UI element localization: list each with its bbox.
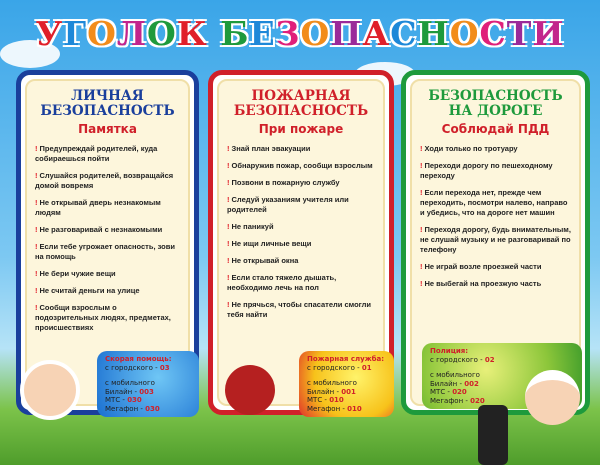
exclamation-icon: ! bbox=[35, 198, 38, 207]
firefighter-boy-illustration bbox=[225, 365, 275, 415]
panel-title-line: ЛИЧНАЯ bbox=[71, 88, 144, 104]
emergency-service-heading: Полиция: bbox=[430, 347, 469, 355]
panel-title bbox=[227, 89, 375, 119]
panel-content bbox=[25, 79, 190, 413]
rule-text: Позвони в пожарную службу bbox=[231, 178, 340, 187]
phone-number: 002 bbox=[464, 379, 479, 388]
panel-title bbox=[35, 89, 180, 119]
rule-item bbox=[227, 256, 375, 266]
panel-title-line: БЕЗОПАСНОСТЬ bbox=[40, 103, 175, 119]
panel-subtitle: При пожаре bbox=[258, 122, 344, 136]
title-letter: З bbox=[275, 14, 301, 53]
exclamation-icon: ! bbox=[227, 222, 230, 231]
rule-item bbox=[35, 286, 180, 296]
label: Билайн - bbox=[307, 387, 342, 396]
rule-text: Переходя дорогу, будь внимательным, не слушай музыку и не разговаривай по телефону bbox=[420, 225, 571, 254]
rule-text: Не считай деньги на улице bbox=[39, 286, 140, 295]
phone-number: 010 bbox=[329, 396, 344, 404]
exclamation-icon: ! bbox=[227, 195, 230, 204]
label: МТС - bbox=[307, 396, 330, 404]
phone-number: 003 bbox=[139, 387, 154, 396]
title-letter: О bbox=[300, 14, 331, 53]
rule-item bbox=[227, 161, 375, 171]
megafon-phone bbox=[307, 405, 386, 414]
rule-text: Не выбегай на проезжую часть bbox=[424, 279, 542, 288]
label: Билайн - bbox=[430, 379, 465, 388]
phone-number: 001 bbox=[341, 387, 356, 396]
rule-item bbox=[227, 273, 375, 293]
rule-item bbox=[420, 225, 571, 255]
rule-text: Не прячься, чтобы спасатели смогли тебя найти bbox=[227, 300, 371, 319]
rule-item bbox=[420, 279, 571, 289]
rule-text: Не играй возле проезжей части bbox=[424, 262, 542, 271]
title-letter: Л bbox=[116, 14, 148, 53]
label: МТС - bbox=[105, 396, 128, 404]
emergency-service-heading: Скорая помощь: bbox=[105, 355, 172, 363]
panel-title bbox=[420, 89, 571, 119]
phone-number: 020 bbox=[452, 388, 467, 396]
exclamation-icon: ! bbox=[227, 300, 230, 309]
rule-item bbox=[35, 242, 180, 262]
exclamation-icon: ! bbox=[420, 279, 423, 288]
label: с городского - bbox=[307, 363, 362, 372]
rule-text: Слушайся родителей, возвращайся домой вовремя bbox=[35, 171, 174, 190]
title-letter: Н bbox=[417, 14, 450, 53]
exclamation-icon: ! bbox=[227, 144, 230, 153]
exclamation-icon: ! bbox=[227, 256, 230, 265]
rule-item bbox=[227, 178, 375, 188]
phone-number: 010 bbox=[347, 404, 362, 413]
rule-text: Переходи дорогу по пешеходному переходу bbox=[420, 161, 553, 180]
rule-text: Следуй указаниям учителя или родителей bbox=[227, 195, 349, 214]
mobile-label: с мобильного bbox=[307, 379, 357, 387]
traffic-light-illustration bbox=[478, 405, 508, 465]
phone-number: 030 bbox=[127, 396, 142, 404]
label: Мегафон - bbox=[430, 396, 471, 405]
rule-item bbox=[420, 161, 571, 181]
title-letter: О bbox=[147, 14, 177, 53]
panel-title-line: БЕЗОПАСНОСТЬ bbox=[233, 103, 369, 119]
policeman-boy-illustration bbox=[525, 370, 580, 425]
rule-item bbox=[35, 198, 180, 218]
title-letter: С bbox=[390, 14, 418, 53]
beeline-phone bbox=[307, 388, 386, 397]
title-letter: И bbox=[532, 14, 565, 53]
megafon-phone bbox=[105, 405, 191, 414]
panel-subtitle: Памятка bbox=[78, 122, 137, 136]
city-phone bbox=[430, 356, 574, 365]
title-letter: А bbox=[362, 14, 391, 53]
exclamation-icon: ! bbox=[35, 269, 38, 278]
title-letter: С bbox=[479, 14, 507, 53]
mobile-label: с мобильного bbox=[430, 371, 480, 379]
label: с городского - bbox=[105, 363, 160, 372]
label: Мегафон - bbox=[105, 404, 146, 413]
exclamation-icon: ! bbox=[420, 225, 423, 234]
panel-title-line: БЕЗОПАСНОСТЬ bbox=[428, 88, 563, 104]
exclamation-icon: ! bbox=[35, 171, 38, 180]
exclamation-icon: ! bbox=[227, 161, 230, 170]
rule-text: Если тебе угрожает опасность, зови на помощь bbox=[35, 242, 175, 261]
rule-item bbox=[227, 144, 375, 154]
phone-number: 030 bbox=[145, 404, 160, 413]
exclamation-icon: ! bbox=[35, 242, 38, 251]
rule-item bbox=[227, 195, 375, 215]
exclamation-icon: ! bbox=[227, 273, 230, 282]
rule-item bbox=[227, 239, 375, 249]
emergency-phone-box bbox=[97, 351, 199, 417]
title-letter bbox=[208, 14, 221, 53]
rule-text: Обнаружив пожар, сообщи взрослым bbox=[231, 161, 373, 170]
exclamation-icon: ! bbox=[420, 144, 423, 153]
title-letter: О bbox=[449, 14, 480, 53]
beeline-phone bbox=[105, 388, 191, 397]
exclamation-icon: ! bbox=[35, 286, 38, 295]
phone-number: 02 bbox=[484, 355, 495, 364]
rule-text: Не разговаривай с незнакомыми bbox=[39, 225, 163, 234]
panel-fire-safety bbox=[208, 70, 394, 415]
title-letter: К bbox=[176, 14, 208, 53]
exclamation-icon: ! bbox=[420, 188, 423, 197]
rule-text: Знай план эвакуации bbox=[231, 144, 311, 153]
title-letter: О bbox=[87, 14, 117, 53]
nurse-girl-illustration bbox=[20, 360, 80, 420]
exclamation-icon: ! bbox=[227, 239, 230, 248]
title-letter: У bbox=[35, 14, 64, 53]
rule-text: Не ищи личные вещи bbox=[231, 239, 312, 248]
label: Мегафон - bbox=[307, 404, 348, 413]
label: Билайн - bbox=[105, 387, 140, 396]
emergency-phone-box bbox=[299, 351, 394, 417]
rule-text: Предупреждай родителей, куда собираешься пойти bbox=[35, 144, 158, 163]
panel-content bbox=[217, 79, 385, 413]
exclamation-icon: ! bbox=[227, 178, 230, 187]
panel-content bbox=[410, 79, 581, 406]
panel-title-line: НА ДОРОГЕ bbox=[448, 103, 543, 119]
mobile-label: с мобильного bbox=[105, 379, 155, 387]
exclamation-icon: ! bbox=[35, 225, 38, 234]
title-letter: П bbox=[330, 14, 363, 53]
city-phone bbox=[307, 364, 386, 373]
rule-text: Не открывай окна bbox=[231, 256, 299, 265]
rule-item bbox=[35, 225, 180, 235]
rule-item bbox=[420, 262, 571, 272]
title-letter: Е bbox=[249, 14, 276, 53]
mts-phone bbox=[105, 396, 191, 405]
rule-text: Не паникуй bbox=[231, 222, 274, 231]
phone-number: 01 bbox=[361, 363, 372, 372]
panel-subtitle: Соблюдай ПДД bbox=[441, 122, 550, 136]
rule-item bbox=[35, 144, 180, 164]
mts-phone bbox=[307, 396, 386, 405]
rule-text: Не открывай дверь незнакомым людям bbox=[35, 198, 161, 217]
phone-number: 03 bbox=[159, 363, 170, 372]
rule-item bbox=[35, 171, 180, 191]
title-letter: Т bbox=[506, 14, 533, 53]
emergency-service-heading: Пожарная служба: bbox=[307, 355, 385, 363]
title-letter: Б bbox=[220, 14, 250, 53]
rule-text: Не бери чужие вещи bbox=[39, 269, 116, 278]
exclamation-icon: ! bbox=[35, 303, 38, 312]
rule-item bbox=[227, 222, 375, 232]
city-phone bbox=[105, 364, 191, 373]
rule-text: Ходи только по тротуару bbox=[424, 144, 518, 153]
rule-text: Сообщи взрослым о подозрительных людях, предметах, происшествиях bbox=[35, 303, 171, 332]
rule-text: Если перехода нет, прежде чем переходить, посмотри налево, направо и убедись, что на дороге нет машин bbox=[420, 188, 568, 217]
panel-road-safety bbox=[401, 70, 590, 415]
title-letter: Г bbox=[63, 14, 88, 53]
exclamation-icon: ! bbox=[35, 144, 38, 153]
exclamation-icon: ! bbox=[420, 262, 423, 271]
poster-title bbox=[0, 14, 600, 53]
rule-item bbox=[35, 269, 180, 279]
rule-item bbox=[227, 300, 375, 320]
panel-title-line: ПОЖАРНАЯ bbox=[251, 88, 351, 104]
rule-item bbox=[420, 144, 571, 154]
rule-item bbox=[420, 188, 571, 218]
rule-text: Если стало тяжело дышать, необходимо лечь на пол bbox=[227, 273, 337, 292]
rule-item bbox=[35, 303, 180, 333]
exclamation-icon: ! bbox=[420, 161, 423, 170]
label: МТС - bbox=[430, 388, 453, 396]
phone-number: 020 bbox=[470, 396, 485, 405]
label: с городского - bbox=[430, 355, 485, 364]
